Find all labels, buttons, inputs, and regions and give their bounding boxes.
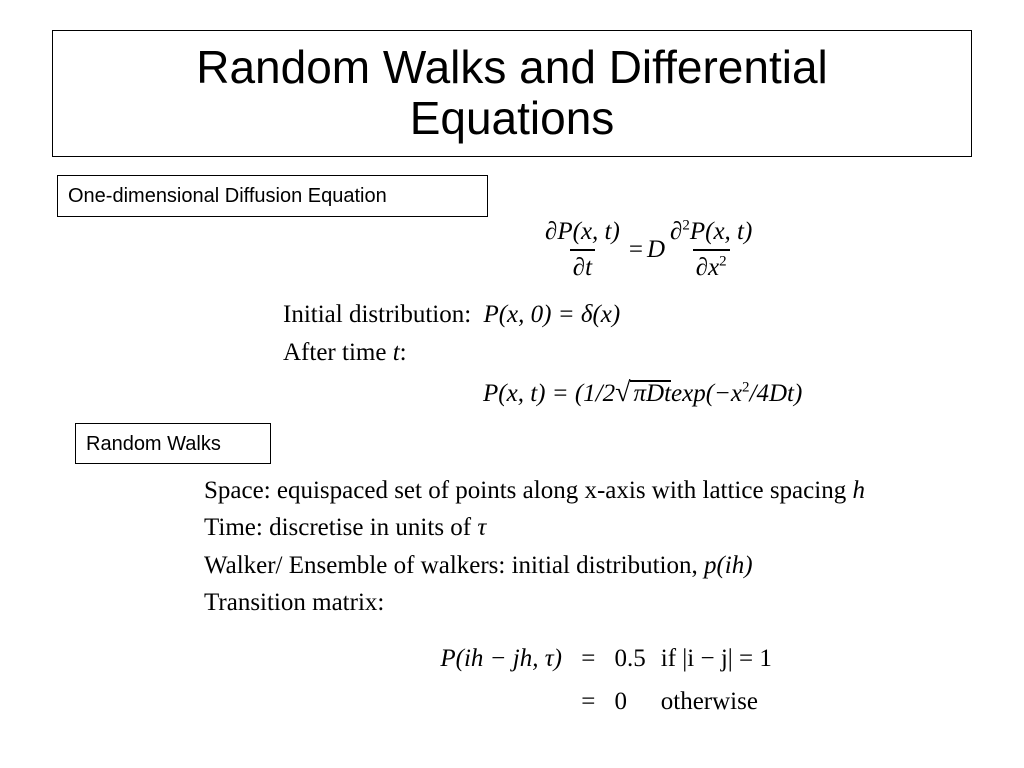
rhs-partial: ∂: [670, 218, 683, 245]
transition-lhs: P(ih − jh, τ): [440, 645, 562, 672]
transition-eq-2: =: [581, 688, 596, 715]
initial-distribution-line: [283, 301, 620, 329]
after-label: After time: [283, 339, 393, 366]
solution-exponent: 2: [742, 379, 750, 396]
transition-row-2: [412, 688, 758, 716]
after-time-line: [283, 339, 407, 367]
solution-sqrt-arg: πDt: [633, 380, 672, 407]
after-variable: t: [392, 339, 400, 366]
transition-val-2: 0: [614, 688, 627, 715]
rhs-denominator: ∂x: [695, 254, 720, 281]
after-colon: :: [399, 339, 407, 366]
rhs-num-exponent: 2: [682, 217, 690, 234]
transition-cond-1: if |i − j| = 1: [660, 645, 772, 672]
time-variable: τ: [477, 514, 487, 541]
random-walks-label: Random Walks: [86, 432, 221, 455]
transition-eq-1: =: [581, 645, 596, 672]
title-line-1: Random Walks and Differential: [196, 41, 828, 93]
walker-variable: p(ih): [703, 552, 753, 579]
space-variable: h: [852, 477, 865, 504]
time-line: [204, 514, 486, 542]
solution-equation: [483, 377, 802, 409]
sqrt-symbol: √: [615, 377, 631, 408]
initial-label: Initial distribution:: [283, 301, 472, 328]
initial-equation: P(x, 0) = δ(x): [483, 301, 621, 328]
title-line-2: Equations: [409, 92, 615, 144]
transition-text: Transition matrix:: [204, 589, 385, 616]
solution-rhs: exp(−x: [671, 380, 742, 407]
walker-text: Walker/ Ensemble of walkers: initial distribution,: [204, 552, 704, 579]
time-text: Time: discretise in units of: [204, 514, 478, 541]
rhs-fraction: [667, 218, 755, 282]
lhs-fraction: [542, 218, 623, 282]
transition-val-1: 0.5: [614, 645, 646, 672]
equals-sign: =: [628, 236, 643, 263]
slide-title: [52, 30, 972, 157]
transition-cond-2: otherwise: [660, 688, 758, 715]
space-line: [204, 477, 865, 505]
rhs-den-exponent: 2: [719, 253, 727, 270]
diffusion-equation: [540, 218, 757, 282]
solution-tail: /4Dt): [749, 380, 803, 407]
solution-lhs: P(x, t) = (1/2: [483, 380, 616, 407]
random-walks-label-box: [75, 423, 271, 464]
space-text: Space: equispaced set of points along x-axis with lattice spacing: [204, 477, 853, 504]
walker-line: [204, 552, 753, 580]
transition-row-1: [412, 645, 772, 673]
lhs-numerator: ∂P(x, t): [545, 218, 620, 245]
transition-line: [204, 589, 384, 617]
rhs-numerator-func: P(x, t): [689, 218, 753, 245]
diffusion-label: One-dimensional Diffusion Equation: [68, 185, 387, 207]
lhs-denominator: ∂t: [572, 254, 593, 281]
diffusion-coefficient: D: [646, 236, 665, 263]
diffusion-label-box: [57, 175, 488, 217]
